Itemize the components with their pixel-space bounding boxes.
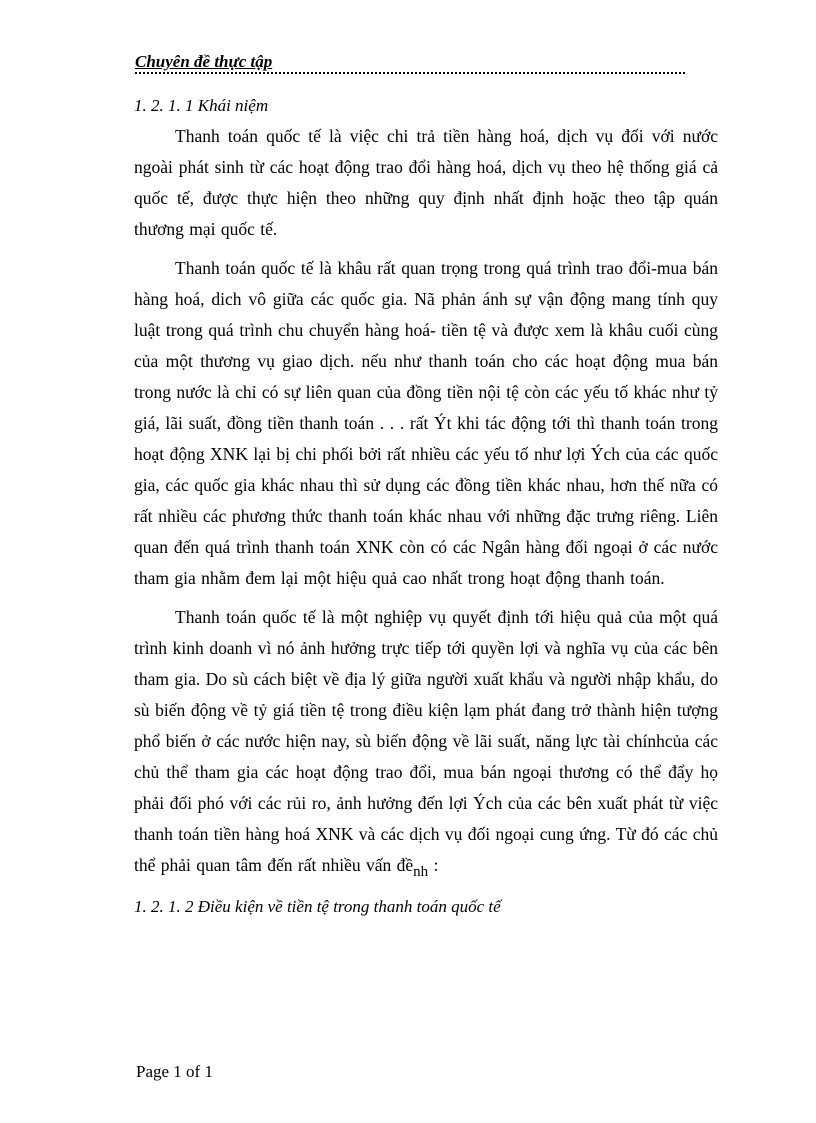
paragraph-3-text: Thanh toán quốc tế là một nghiệp vụ quyết định tới hiệu quả của một quá trình kinh doanh vì nó ảnh hưởng trực tiếp tới quyền lợi và nghĩa vụ của các bên tham gia. Do sù cách biệt về địa lý giữa người xuất khẩu và người nhập khẩu, do sù biến động về tỷ giá tiền tệ trong điều kiện lạm phát đang trở thành hiện tượng phổ biến ở các nước hiện nay, sù biến động về lãi suất, năng lực tài chínhcủa các chủ thể tham gia các hoạt động trao đổi, mua bán ngoại thương có thể đẩy họ phải đối phó với các rủi ro, ảnh hưởng đến lợi Ých của các bên xuất phát từ việc thanh toán tiền hàng hoá XNK và các dịch vụ đối ngoại cung ứng. Từ đó các chủ thể phải quan tâm đến rất nhiều vấn đề xyxy=(134,607,718,875)
paragraph-1: Thanh toán quốc tế là việc chi trả tiền hàng hoá, dịch vụ đối với nước ngoài phát sinh từ các hoạt động trao đổi hàng hoá, dịch vụ theo hệ thống giá cả quốc tế, được thực hiện theo những quy định nhất định hoặc theo tập quán thương mại quốc tế. xyxy=(134,126,718,239)
document-body xyxy=(134,90,718,922)
page-header xyxy=(135,52,685,76)
paragraph-2: Thanh toán quốc tế là khâu rất quan trọng trong quá trình trao đổi-mua bán hàng hoá, dich vô giữa các quốc gia. Nã phản ánh sự vận động mang tính quy luật trong quá trình chu chuyển hàng hoá- tiền tệ và được xem là khâu cuối cùng của một thương vụ giao dịch. nếu như thanh toán cho các hoạt động mua bán trong nước là chỉ có sự liên quan của đồng tiền nội tệ còn các yếu tố khác như tỷ giá, lãi suất, đồng tiền thanh toán . . . rất Ýt khi tác động tới thì thanh toán trong hoạt động XNK lại bị chi phối bởi rất nhiều các yếu tố như lợi Ých của các quốc gia, các quốc gia khác nhau thì sử dụng các đồng tiền khác nhau, hơn thế nữa có rất nhiều các phương thức thanh toán khác nhau với những đặc trưng riêng. Liên quan đến quá trình thanh toán XNK còn có các Ngân hàng đối ngoại ở các nước tham gia nhằm đem lại một hiệu quả cao nhất trong hoạt động thanh toán. xyxy=(134,258,718,588)
paragraph-3-subscript: nh xyxy=(413,864,429,880)
section-heading-dieu-kien: 1. 2. 1. 2 Điều kiện về tiền tệ trong thanh toán quốc tế xyxy=(134,897,501,916)
section-heading-khai-niem: 1. 2. 1. 1 Khái niệm xyxy=(134,96,269,115)
paragraph-3 xyxy=(134,602,718,883)
header-title: Chuyên đề thực tập xyxy=(135,52,273,71)
page-footer: Page 1 of 1 xyxy=(136,1062,213,1081)
header-dotted-rule xyxy=(135,72,685,74)
paragraph-3-colon: : xyxy=(428,855,439,875)
